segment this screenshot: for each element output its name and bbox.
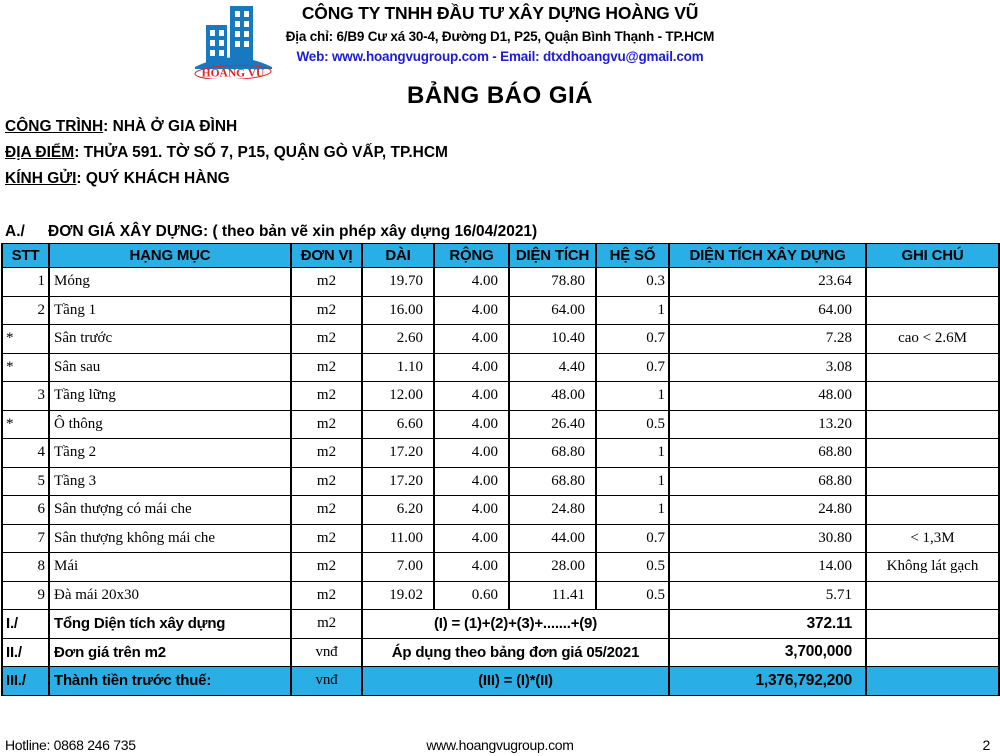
cell-stt: 4 [2, 439, 49, 468]
cell-dtxd: 13.20 [669, 410, 866, 439]
cell-dai: 6.20 [362, 496, 434, 525]
cell-he_so: 1 [596, 296, 669, 325]
cell-dtxd: 23.64 [669, 268, 866, 297]
cell-name: Ô thông [49, 410, 291, 439]
cell-he_so: 0.7 [596, 353, 669, 382]
cell-name: Tầng 1 [49, 296, 291, 325]
cell-stt: I./ [2, 610, 49, 639]
table-header-row [2, 244, 999, 268]
info-kinh-gui-value: : QUÝ KHÁCH HÀNG [76, 170, 230, 187]
cell-unit: m2 [291, 467, 362, 496]
cell-dien_tich: 64.00 [509, 296, 596, 325]
table-row [2, 439, 999, 468]
info-cong-trinh [5, 118, 448, 135]
cell-ghi_chu: Không lát gạch [866, 553, 999, 582]
cell-formula: (I) = (1)+(2)+(3)+.......+(9) [362, 610, 669, 639]
cell-dai: 17.20 [362, 439, 434, 468]
col-header-ghi-chu: GHI CHÚ [866, 244, 999, 268]
cell-rong: 4.00 [434, 268, 509, 297]
table-row [2, 553, 999, 582]
cell-note [866, 610, 999, 639]
cell-unit: m2 [291, 439, 362, 468]
cell-ghi_chu [866, 581, 999, 610]
cell-unit: m2 [291, 296, 362, 325]
cell-dtxd: 30.80 [669, 524, 866, 553]
cell-dai: 11.00 [362, 524, 434, 553]
cell-stt: 7 [2, 524, 49, 553]
cell-unit: m2 [291, 353, 362, 382]
col-header-stt: STT [2, 244, 49, 268]
cell-stt: 1 [2, 268, 49, 297]
table-row [2, 496, 999, 525]
cell-he_so: 0.7 [596, 325, 669, 354]
cell-stt: 8 [2, 553, 49, 582]
cell-dai: 6.60 [362, 410, 434, 439]
cell-dtxd: 14.00 [669, 553, 866, 582]
table-row [2, 382, 999, 411]
cell-dien_tich: 44.00 [509, 524, 596, 553]
cell-dai: 19.02 [362, 581, 434, 610]
cell-unit: m2 [291, 382, 362, 411]
col-header-dien-tich: DIỆN TÍCH [509, 244, 596, 268]
cell-dtxd: 68.80 [669, 467, 866, 496]
company-web-email[interactable]: Web: www.hoangvugroup.com - Email: dtxdhoangvu@gmail.com [296, 49, 704, 64]
cell-dtxd: 5.71 [669, 581, 866, 610]
cell-name: Sân sau [49, 353, 291, 382]
cell-rong: 4.00 [434, 382, 509, 411]
cell-stt: * [2, 410, 49, 439]
cell-rong: 4.00 [434, 353, 509, 382]
cell-unit: vnđ [291, 667, 362, 696]
cell-dien_tich: 78.80 [509, 268, 596, 297]
cell-ghi_chu [866, 467, 999, 496]
summary-row-unit-price [2, 638, 999, 667]
cell-name: Tầng 2 [49, 439, 291, 468]
cell-ghi_chu [866, 268, 999, 297]
cell-dtxd: 68.80 [669, 439, 866, 468]
cell-he_so: 0.5 [596, 581, 669, 610]
cell-dtxd: 7.28 [669, 325, 866, 354]
cell-he_so: 0.3 [596, 268, 669, 297]
cell-name: Mái [49, 553, 291, 582]
cell-unit: m2 [291, 524, 362, 553]
cell-stt: 6 [2, 496, 49, 525]
cell-dien_tich: 24.80 [509, 496, 596, 525]
cell-rong: 4.00 [434, 296, 509, 325]
cell-name: Sân thượng có mái che [49, 496, 291, 525]
table-row [2, 524, 999, 553]
cell-stt: 5 [2, 467, 49, 496]
cell-unit: vnđ [291, 638, 362, 667]
cell-dien_tich: 11.41 [509, 581, 596, 610]
cell-ghi_chu: < 1,3M [866, 524, 999, 553]
page-title: BẢNG BÁO GIÁ [407, 82, 593, 109]
cell-unit: m2 [291, 268, 362, 297]
cell-name: Móng [49, 268, 291, 297]
cell-dai: 16.00 [362, 296, 434, 325]
table-row [2, 296, 999, 325]
col-header-he-so: HỆ SỐ [596, 244, 669, 268]
cell-unit: m2 [291, 610, 362, 639]
cell-unit: m2 [291, 325, 362, 354]
col-header-don-vi: ĐƠN VỊ [291, 244, 362, 268]
company-name: CÔNG TY TNHH ĐẦU TƯ XÂY DỰNG HOÀNG VŨ [301, 3, 699, 23]
col-header-dai: DÀI [362, 244, 434, 268]
cell-stt: II./ [2, 638, 49, 667]
section-a-title: ĐƠN GIÁ XÂY DỰNG: ( theo bản vẽ xin phép xây dựng 16/04/2021) [48, 223, 538, 240]
logo-text: HOANG VU [201, 67, 265, 79]
cell-name: Đà mái 20x30 [49, 581, 291, 610]
cell-ghi_chu [866, 439, 999, 468]
table-row [2, 410, 999, 439]
cell-value: 3,700,000 [669, 638, 866, 667]
cell-rong: 4.00 [434, 467, 509, 496]
project-info [5, 118, 448, 196]
section-a-heading [5, 223, 537, 241]
cell-he_so: 0.7 [596, 524, 669, 553]
company-address: Địa chỉ: 6/B9 Cư xá 30-4, Đường D1, P25, Quận Bình Thạnh - TP.HCM [285, 29, 715, 44]
cell-name: Tầng 3 [49, 467, 291, 496]
info-cong-trinh-label: CÔNG TRÌNH [5, 118, 104, 135]
cell-name: Sân trước [49, 325, 291, 354]
cell-note [866, 667, 999, 696]
cell-rong: 4.00 [434, 325, 509, 354]
page-footer [0, 737, 1000, 755]
table-row [2, 325, 999, 354]
cell-dien_tich: 10.40 [509, 325, 596, 354]
info-dia-diem-label: ĐỊA ĐIỂM [5, 144, 75, 161]
cell-dai: 7.00 [362, 553, 434, 582]
cell-dtxd: 48.00 [669, 382, 866, 411]
cell-dtxd: 64.00 [669, 296, 866, 325]
cell-ghi_chu [866, 353, 999, 382]
summary-row-total-area [2, 610, 999, 639]
cell-stt: 3 [2, 382, 49, 411]
cell-formula: Áp dụng theo bảng đơn giá 05/2021 [362, 638, 669, 667]
cell-ghi_chu [866, 410, 999, 439]
cell-dai: 17.20 [362, 467, 434, 496]
cell-name: Tầng lững [49, 382, 291, 411]
cell-dai: 19.70 [362, 268, 434, 297]
cell-unit: m2 [291, 496, 362, 525]
cell-dai: 2.60 [362, 325, 434, 354]
footer-page-number: 2 [982, 737, 990, 753]
table-row [2, 581, 999, 610]
cell-dai: 1.10 [362, 353, 434, 382]
cell-note [866, 638, 999, 667]
info-cong-trinh-value: : NHÀ Ở GIA ĐÌNH [103, 118, 238, 135]
cell-unit: m2 [291, 410, 362, 439]
cell-dien_tich: 48.00 [509, 382, 596, 411]
cell-stt: III./ [2, 667, 49, 696]
table-row [2, 268, 999, 297]
cell-he_so: 0.5 [596, 553, 669, 582]
cell-dien_tich: 26.40 [509, 410, 596, 439]
cell-rong: 4.00 [434, 524, 509, 553]
cell-rong: 4.00 [434, 496, 509, 525]
cell-he_so: 1 [596, 467, 669, 496]
cell-name: Đơn giá trên m2 [49, 638, 291, 667]
cell-name: Sân thượng không mái che [49, 524, 291, 553]
cell-rong: 4.00 [434, 439, 509, 468]
cell-he_so: 1 [596, 496, 669, 525]
cell-he_so: 0.5 [596, 410, 669, 439]
cell-he_so: 1 [596, 439, 669, 468]
cell-rong: 4.00 [434, 553, 509, 582]
cell-dai: 12.00 [362, 382, 434, 411]
col-header-rong: RỘNG [434, 244, 509, 268]
cell-dien_tich: 68.80 [509, 439, 596, 468]
info-kinh-gui-label: KÍNH GỬI [5, 170, 77, 187]
info-kinh-gui [5, 170, 448, 187]
cell-ghi_chu [866, 382, 999, 411]
section-a-index: A./ [5, 223, 25, 240]
letterhead [0, 0, 1000, 64]
cell-stt: 9 [2, 581, 49, 610]
cell-rong: 4.00 [434, 410, 509, 439]
cell-stt: 2 [2, 296, 49, 325]
cell-ghi_chu: cao < 2.6M [866, 325, 999, 354]
col-header-dtxd: DIỆN TÍCH XÂY DỰNG [669, 244, 866, 268]
table-row [2, 353, 999, 382]
col-header-hang-muc: HẠNG MỤC [49, 244, 291, 268]
cell-he_so: 1 [596, 382, 669, 411]
footer-hotline: Hotline: 0868 246 735 [5, 737, 136, 753]
info-dia-diem [5, 144, 448, 161]
cell-ghi_chu [866, 296, 999, 325]
cell-unit: m2 [291, 553, 362, 582]
cell-dien_tich: 68.80 [509, 467, 596, 496]
price-table [1, 243, 1000, 696]
cell-value: 372.11 [669, 610, 866, 639]
table-row [2, 467, 999, 496]
cell-rong: 0.60 [434, 581, 509, 610]
cell-dien_tich: 4.40 [509, 353, 596, 382]
summary-row-pre-tax-total [2, 667, 999, 696]
cell-name: Tổng Diện tích xây dựng [49, 610, 291, 639]
cell-stt: * [2, 325, 49, 354]
cell-dtxd: 3.08 [669, 353, 866, 382]
info-dia-diem-value: : THỬA 591. TỜ SỐ 7, P15, QUẬN GÒ VẤP, TP.HCM [74, 144, 448, 161]
cell-dtxd: 24.80 [669, 496, 866, 525]
cell-value: 1,376,792,200 [669, 667, 866, 696]
cell-unit: m2 [291, 581, 362, 610]
cell-ghi_chu [866, 496, 999, 525]
cell-name: Thành tiền trước thuế: [49, 667, 291, 696]
cell-stt: * [2, 353, 49, 382]
footer-website[interactable]: www.hoangvugroup.com [426, 737, 574, 753]
cell-formula: (III) = (I)*(II) [362, 667, 669, 696]
cell-dien_tich: 28.00 [509, 553, 596, 582]
